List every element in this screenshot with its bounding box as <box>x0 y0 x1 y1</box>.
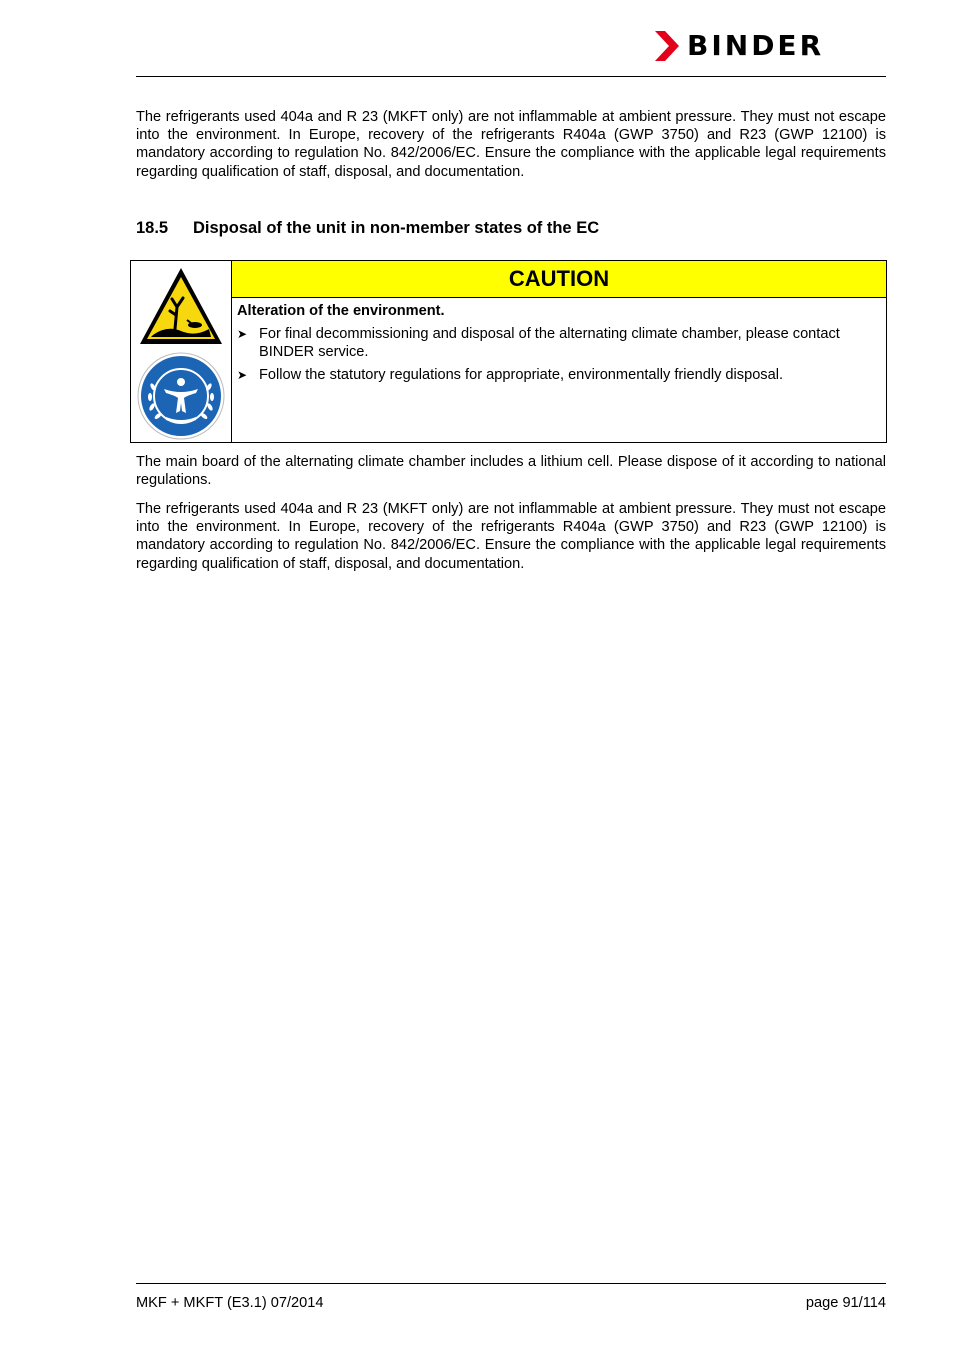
caution-bullet-text: Follow the statutory regulations for appropriate, environmentally friendly disposal. <box>259 367 784 383</box>
environment-hazard-warning-icon <box>137 265 225 349</box>
section-title: Disposal of the unit in non-member states of the EC <box>193 219 600 237</box>
section-heading <box>136 219 599 238</box>
refrigerant-paragraph: The refrigerants used 404a and R 23 (MKFT only) are not inflammable at ambient pressure. They must not escape into the environment. In Europe, recovery of the refrigerants R404a (GWP 3750) and R23 (GWP 12100) is mandatory according to regulation No. 842/2006/EC. Ensure the compliance with the applicable legal requirements regarding qualification of staff, disposal, and documentation. <box>136 501 886 572</box>
footer-document-id: MKF + MKFT (E3.1) 07/2014 <box>136 1295 324 1311</box>
arrow-bullet-icon: ➤ <box>237 327 248 341</box>
binder-logo <box>655 30 824 62</box>
lithium-cell-paragraph: The main board of the alternating climate chamber includes a lithium cell. Please dispose of it according to national regulations. <box>136 454 886 489</box>
binder-logo-arrow-icon <box>655 31 681 61</box>
footer-page-number: page 91/114 <box>805 1295 886 1311</box>
caution-bullet <box>237 325 880 361</box>
arrow-bullet-icon: ➤ <box>237 368 248 382</box>
header-rule <box>136 76 886 77</box>
binder-logo-text: BINDER <box>687 29 825 62</box>
caution-body <box>232 298 887 443</box>
caution-header: CAUTION <box>232 261 887 298</box>
footer-rule <box>136 1283 886 1284</box>
caution-box <box>130 260 887 443</box>
caution-icons-cell <box>131 261 232 443</box>
caution-bullet-text: For final decommissioning and disposal of the alternating climate chamber, please contact BINDER service. <box>259 326 840 360</box>
caution-bullet <box>237 366 880 384</box>
environmental-protection-mandatory-icon <box>136 351 226 441</box>
caution-subtitle: Alteration of the environment. <box>237 303 445 319</box>
section-number: 18.5 <box>136 219 169 237</box>
intro-paragraph: The refrigerants used 404a and R 23 (MKFT only) are not inflammable at ambient pressure. They must not escape into the environment. In Europe, recovery of the refrigerants R404a (GWP 3750) and R23 (GWP 12100) is mandatory according to regulation No. 842/2006/EC. Ensure the compliance with the applicable legal requirements regarding qualification of staff, disposal, and documentation. <box>136 109 886 180</box>
